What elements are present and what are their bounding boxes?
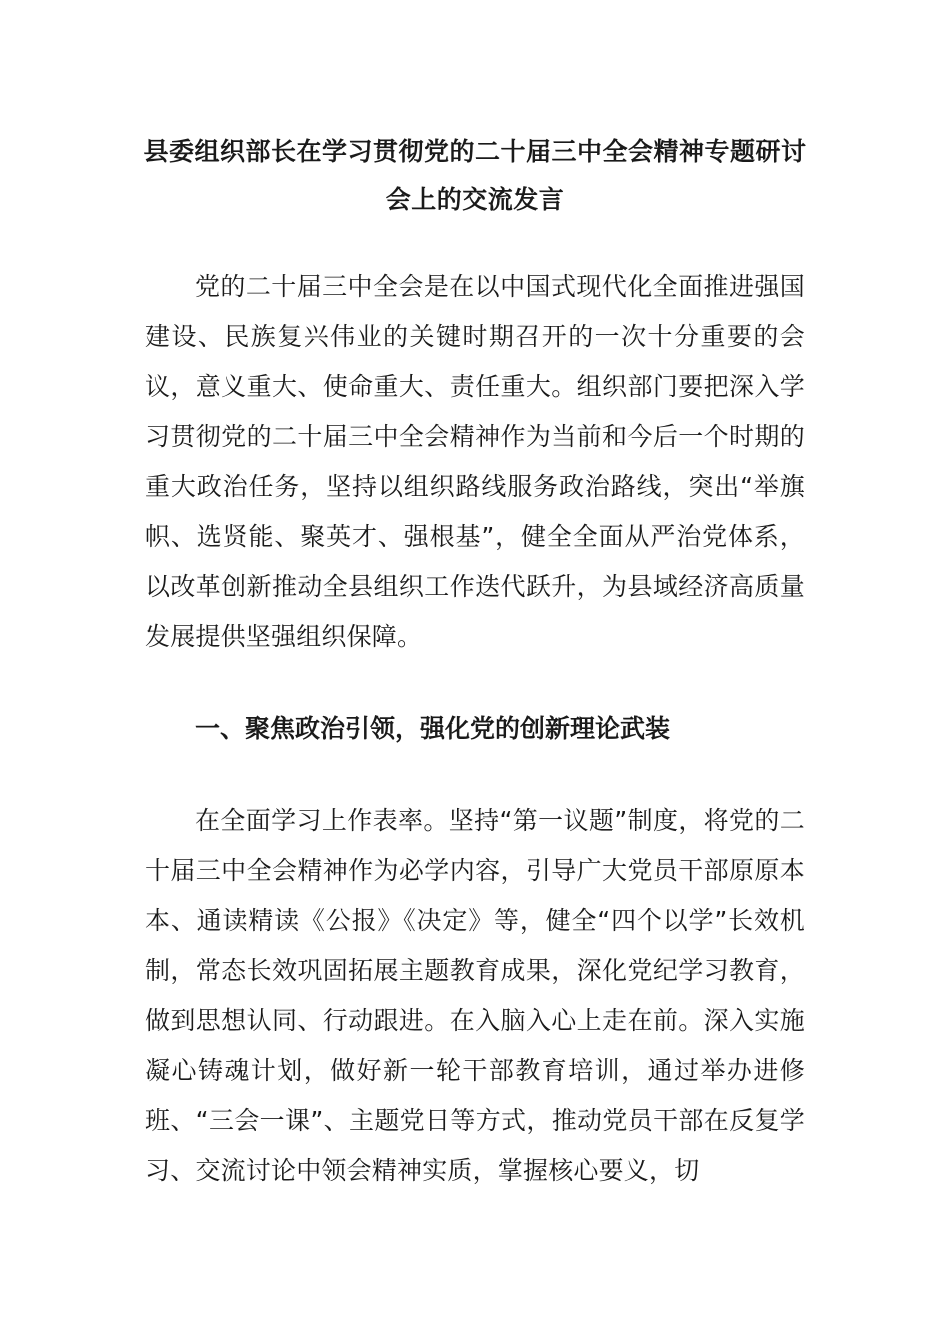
intro-paragraph: 党的二十届三中全会是在以中国式现代化全面推进强国建设、民族复兴伟业的关键时期召开的一次十分重要的会议，意义重大、使命重大、责任重大。组织部门要把深入学习贯彻党的二十届三中全会精神作为当前和今后一个时期的重大政治任务，坚持以组织路线服务政治路线，突出“举旗帜、选贤能、聚英才、强根基”，健全全面从严治党体系，以改革创新推动全县组织工作迭代跃升，为县域经济高质量发展提供坚强组织保障。 [145,272,805,651]
section-1-heading: 一、聚焦政治引领，强化党的创新理论武装 [195,714,671,743]
paragraph-spacer [145,754,805,796]
document-body [145,262,805,1196]
section-1-paragraph: 在全面学习上作表率。坚持“第一议题”制度，将党的二十届三中全会精神作为必学内容，引导广大党员干部原原本本、通读精读《公报》《决定》等，健全“四个以学”长效机制，常态长效巩固拓展主题教育成果，深化党纪学习教育，做到思想认同、行动跟进。在入脑入心上走在前。深入实施凝心铸魂计划，做好新一轮干部教育培训，通过举办进修班、“三会一课”、主题党日等方式，推动党员干部在反复学习、交流讨论中领会精神实质，掌握核心要义，切 [145,806,805,1185]
paragraph-spacer [145,662,805,704]
document-title: 县委组织部长在学习贯彻党的二十届三中全会精神专题研讨会上的交流发言 [143,137,807,214]
